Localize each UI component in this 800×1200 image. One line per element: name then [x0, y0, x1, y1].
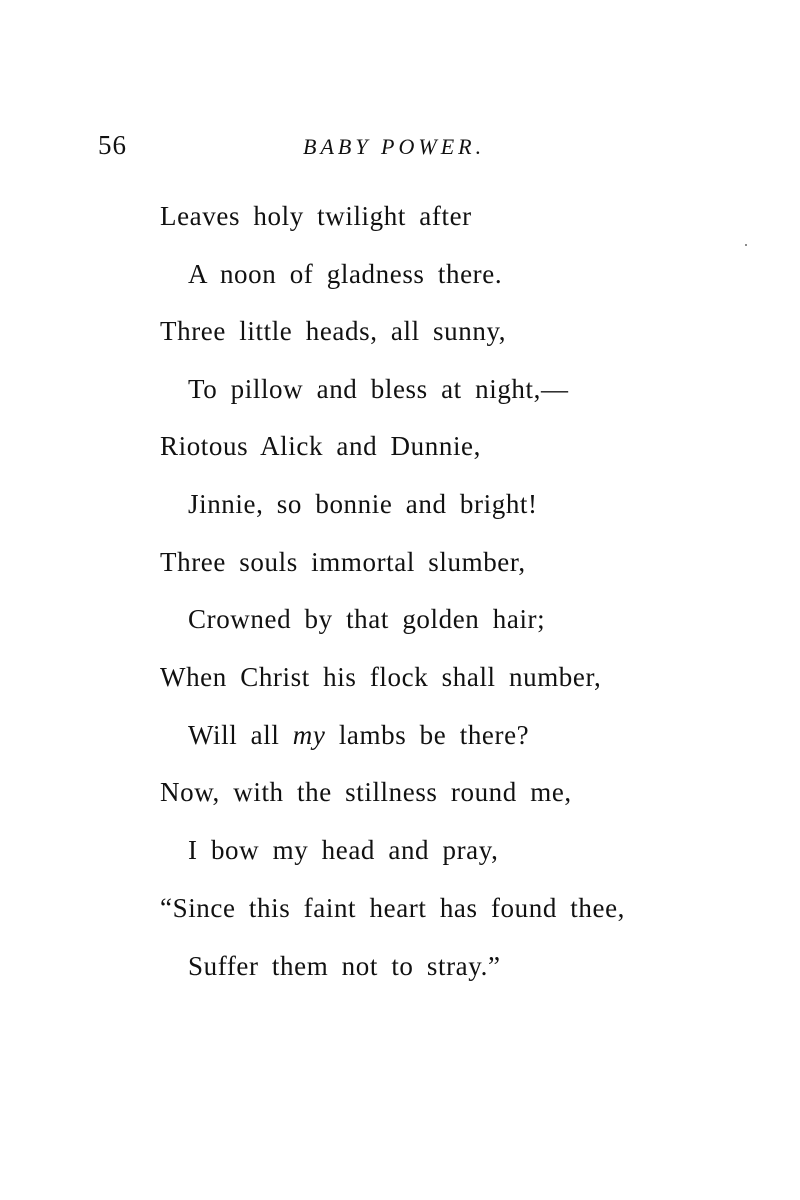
page-number: 56	[98, 130, 127, 160]
poem-line-text: lambs be there?	[325, 720, 530, 750]
poem-line: Three little heads, all sunny,	[160, 316, 507, 346]
running-head: BABY POWER.	[303, 134, 486, 159]
poem-line: Riotous Alick and Dunnie,	[160, 431, 481, 461]
poem-line: Crowned by that golden hair;	[188, 604, 546, 634]
poem-line: Leaves holy twilight after	[160, 201, 472, 231]
poem-line: A noon of gladness there.	[188, 259, 503, 289]
poem-line: Jinnie, so bonnie and bright!	[188, 489, 538, 519]
paper-speck	[745, 244, 747, 246]
emphasized-word: my	[292, 720, 326, 750]
poem-line: To pillow and bless at night,—	[188, 374, 569, 404]
poem-line-text: Will all	[188, 720, 293, 750]
poem-line: When Christ his flock shall number,	[160, 662, 602, 692]
poem-line: Three souls immortal slumber,	[160, 547, 526, 577]
poem-line	[188, 722, 529, 749]
poem-line: I bow my head and pray,	[188, 835, 499, 865]
poem-line: Now, with the stillness round me,	[160, 777, 572, 807]
poem-line: “Since this faint heart has found thee,	[160, 893, 626, 923]
poem-line: Suffer them not to stray.”	[188, 951, 501, 981]
